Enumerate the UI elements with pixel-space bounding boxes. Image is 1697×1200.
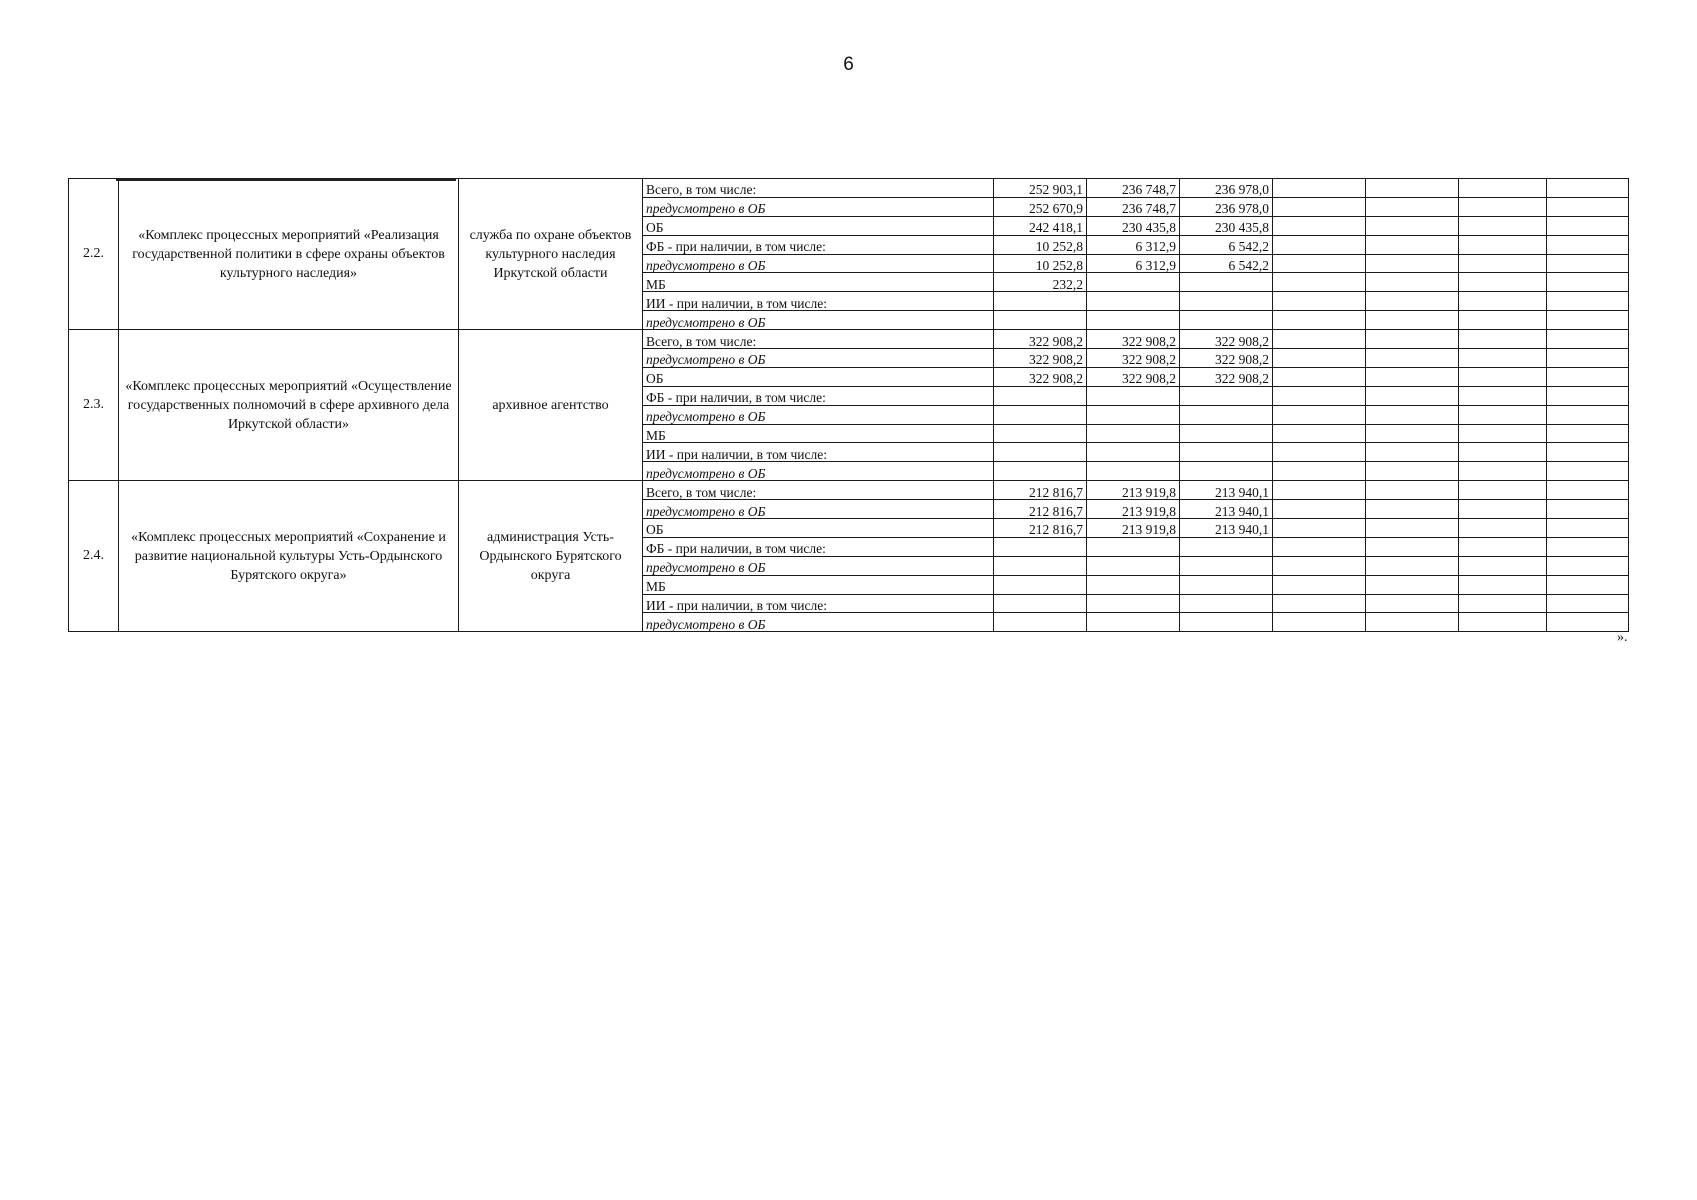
funding-source: Всего, в том числе: [643, 330, 994, 349]
amount-cell [1180, 273, 1273, 292]
amount-cell [1547, 443, 1629, 462]
amount-cell [1547, 197, 1629, 216]
amount-cell [1366, 556, 1459, 575]
table-row [69, 179, 1629, 198]
amount-cell [1547, 575, 1629, 594]
amount-cell [1459, 179, 1547, 198]
amount-cell [1087, 575, 1180, 594]
amount-cell [1273, 443, 1366, 462]
amount-cell: 213 919,8 [1087, 481, 1180, 500]
amount-cell [1459, 537, 1547, 556]
amount-cell: 212 816,7 [994, 519, 1087, 538]
amount-cell: 252 903,1 [994, 179, 1087, 198]
amount-cell [994, 424, 1087, 443]
funding-source: ИИ - при наличии, в том числе: [643, 292, 994, 311]
amount-cell [1087, 462, 1180, 481]
funding-source: ОБ [643, 367, 994, 386]
activity-name: «Комплекс процессных мероприятий «Сохранение и развитие национальной культуры Усть-Ордынского Бурятского округа» [119, 481, 459, 632]
amount-cell [1459, 556, 1547, 575]
funding-source: ИИ - при наличии, в том числе: [643, 594, 994, 613]
amount-cell [1459, 349, 1547, 368]
amount-cell [1459, 216, 1547, 235]
amount-cell [1366, 367, 1459, 386]
amount-cell [1459, 613, 1547, 632]
amount-cell [1180, 292, 1273, 311]
amount-cell [1459, 197, 1547, 216]
amount-cell [1547, 462, 1629, 481]
item-number: 2.2. [69, 179, 119, 330]
amount-cell [1087, 405, 1180, 424]
amount-cell [1547, 273, 1629, 292]
funding-source: ОБ [643, 519, 994, 538]
funding-source: предусмотрено в ОБ [643, 349, 994, 368]
amount-cell: 322 908,2 [994, 330, 1087, 349]
amount-cell: 232,2 [994, 273, 1087, 292]
amount-cell [994, 311, 1087, 330]
amount-cell [1459, 481, 1547, 500]
amount-cell [1180, 462, 1273, 481]
amount-cell [1459, 254, 1547, 273]
amount-cell: 230 435,8 [1087, 216, 1180, 235]
amount-cell [1180, 613, 1273, 632]
funding-source: ФБ - при наличии, в том числе: [643, 235, 994, 254]
amount-cell [1087, 424, 1180, 443]
activity-name: «Комплекс процессных мероприятий «Осуществление государственных полномочий в сфере архивного дела Иркутской области» [119, 330, 459, 481]
amount-cell: 213 919,8 [1087, 519, 1180, 538]
amount-cell [1366, 537, 1459, 556]
amount-cell [1366, 405, 1459, 424]
amount-cell [1087, 613, 1180, 632]
amount-cell [1547, 519, 1629, 538]
amount-cell [1366, 424, 1459, 443]
amount-cell: 213 940,1 [1180, 519, 1273, 538]
funding-source: МБ [643, 273, 994, 292]
budget-table [68, 178, 1629, 632]
amount-cell [1366, 292, 1459, 311]
amount-cell [1273, 349, 1366, 368]
amount-cell [1459, 235, 1547, 254]
amount-cell [1547, 254, 1629, 273]
amount-cell [1547, 537, 1629, 556]
funding-source: МБ [643, 424, 994, 443]
amount-cell [1273, 273, 1366, 292]
amount-cell [1273, 330, 1366, 349]
amount-cell [994, 462, 1087, 481]
amount-cell [1180, 556, 1273, 575]
amount-cell [1087, 386, 1180, 405]
funding-source: предусмотрено в ОБ [643, 462, 994, 481]
amount-cell [1459, 462, 1547, 481]
amount-cell [1273, 292, 1366, 311]
funding-source: предусмотрено в ОБ [643, 556, 994, 575]
amount-cell [1366, 197, 1459, 216]
amount-cell [1273, 386, 1366, 405]
amount-cell: 322 908,2 [994, 367, 1087, 386]
amount-cell: 322 908,2 [1180, 330, 1273, 349]
amount-cell [1273, 556, 1366, 575]
amount-cell [1547, 424, 1629, 443]
amount-cell [1087, 443, 1180, 462]
amount-cell [1273, 594, 1366, 613]
amount-cell [1366, 216, 1459, 235]
amount-cell [1459, 367, 1547, 386]
amount-cell [1366, 575, 1459, 594]
amount-cell [1459, 575, 1547, 594]
table-body [69, 179, 1629, 632]
amount-cell [1459, 273, 1547, 292]
amount-cell [1180, 594, 1273, 613]
amount-cell [1547, 292, 1629, 311]
amount-cell: 213 919,8 [1087, 500, 1180, 519]
amount-cell [1087, 311, 1180, 330]
amount-cell [1273, 613, 1366, 632]
amount-cell [994, 443, 1087, 462]
amount-cell: 6 542,2 [1180, 235, 1273, 254]
amount-cell [1180, 575, 1273, 594]
amount-cell: 252 670,9 [994, 197, 1087, 216]
funding-source: Всего, в том числе: [643, 179, 994, 198]
amount-cell: 242 418,1 [994, 216, 1087, 235]
funding-source: Всего, в том числе: [643, 481, 994, 500]
amount-cell [1180, 424, 1273, 443]
amount-cell [1273, 405, 1366, 424]
amount-cell: 322 908,2 [1087, 367, 1180, 386]
amount-cell [1547, 179, 1629, 198]
amount-cell: 10 252,8 [994, 235, 1087, 254]
page-number: 6 [843, 54, 854, 75]
amount-cell: 236 978,0 [1180, 179, 1273, 198]
amount-cell [1366, 613, 1459, 632]
amount-cell [1273, 519, 1366, 538]
amount-cell [1459, 594, 1547, 613]
activity-name: «Комплекс процессных мероприятий «Реализация государственной политики в сфере охраны объектов культурного наследия» [119, 179, 459, 330]
amount-cell [1273, 197, 1366, 216]
amount-cell [1459, 330, 1547, 349]
amount-cell [1273, 179, 1366, 198]
funding-source: предусмотрено в ОБ [643, 405, 994, 424]
amount-cell [1273, 575, 1366, 594]
amount-cell [994, 386, 1087, 405]
amount-cell [1273, 254, 1366, 273]
funding-source: предусмотрено в ОБ [643, 254, 994, 273]
item-number: 2.3. [69, 330, 119, 481]
amount-cell: 6 542,2 [1180, 254, 1273, 273]
funding-source: предусмотрено в ОБ [643, 613, 994, 632]
amount-cell [1459, 405, 1547, 424]
amount-cell: 236 748,7 [1087, 197, 1180, 216]
amount-cell: 322 908,2 [994, 349, 1087, 368]
amount-cell [1087, 292, 1180, 311]
amount-cell [1366, 481, 1459, 500]
amount-cell [1459, 443, 1547, 462]
funding-source: предусмотрено в ОБ [643, 197, 994, 216]
responsible-executor: администрация Усть-Ордынского Бурятского округа [459, 481, 643, 632]
amount-cell [1273, 367, 1366, 386]
amount-cell [1459, 386, 1547, 405]
amount-cell [1087, 273, 1180, 292]
amount-cell [994, 575, 1087, 594]
responsible-executor: архивное агентство [459, 330, 643, 481]
amount-cell [1087, 556, 1180, 575]
amount-cell [1366, 235, 1459, 254]
amount-cell [1547, 386, 1629, 405]
amount-cell [1273, 424, 1366, 443]
amount-cell: 10 252,8 [994, 254, 1087, 273]
amount-cell [1547, 367, 1629, 386]
amount-cell [1180, 386, 1273, 405]
amount-cell [1547, 481, 1629, 500]
amount-cell [1547, 235, 1629, 254]
amount-cell [1366, 443, 1459, 462]
amount-cell [1547, 311, 1629, 330]
amount-cell [1180, 405, 1273, 424]
amount-cell [1273, 500, 1366, 519]
amount-cell [1180, 311, 1273, 330]
amount-cell [994, 556, 1087, 575]
responsible-executor: служба по охране объектов культурного наследия Иркутской области [459, 179, 643, 330]
amount-cell [1366, 519, 1459, 538]
amount-cell [1366, 386, 1459, 405]
amount-cell [1366, 349, 1459, 368]
funding-source: ОБ [643, 216, 994, 235]
amount-cell [994, 594, 1087, 613]
amount-cell [1547, 330, 1629, 349]
amount-cell: 213 940,1 [1180, 481, 1273, 500]
amount-cell [1547, 405, 1629, 424]
amount-cell [1366, 330, 1459, 349]
closing-quote: ». [1617, 630, 1628, 645]
amount-cell [1547, 556, 1629, 575]
amount-cell [1459, 311, 1547, 330]
amount-cell [1366, 179, 1459, 198]
amount-cell: 236 978,0 [1180, 197, 1273, 216]
amount-cell [1273, 481, 1366, 500]
amount-cell: 322 908,2 [1180, 349, 1273, 368]
amount-cell: 230 435,8 [1180, 216, 1273, 235]
amount-cell [1366, 500, 1459, 519]
amount-cell [1087, 537, 1180, 556]
amount-cell [1366, 311, 1459, 330]
funding-source: ФБ - при наличии, в том числе: [643, 537, 994, 556]
amount-cell [1273, 462, 1366, 481]
amount-cell [1459, 292, 1547, 311]
amount-cell [1087, 594, 1180, 613]
amount-cell [1459, 424, 1547, 443]
amount-cell [1366, 462, 1459, 481]
amount-cell [1273, 537, 1366, 556]
amount-cell [1180, 443, 1273, 462]
amount-cell [1547, 349, 1629, 368]
table-row [69, 330, 1629, 349]
amount-cell [1547, 594, 1629, 613]
amount-cell [1459, 500, 1547, 519]
funding-source: МБ [643, 575, 994, 594]
amount-cell [1366, 594, 1459, 613]
amount-cell: 213 940,1 [1180, 500, 1273, 519]
table-row [69, 481, 1629, 500]
funding-source: ФБ - при наличии, в том числе: [643, 386, 994, 405]
amount-cell [1459, 519, 1547, 538]
amount-cell: 322 908,2 [1180, 367, 1273, 386]
amount-cell [994, 537, 1087, 556]
amount-cell [994, 292, 1087, 311]
item-number: 2.4. [69, 481, 119, 632]
amount-cell [1273, 235, 1366, 254]
amount-cell [1366, 254, 1459, 273]
amount-cell: 212 816,7 [994, 500, 1087, 519]
amount-cell: 236 748,7 [1087, 179, 1180, 198]
funding-source: предусмотрено в ОБ [643, 311, 994, 330]
amount-cell [1547, 500, 1629, 519]
amount-cell: 6 312,9 [1087, 254, 1180, 273]
amount-cell [1273, 311, 1366, 330]
amount-cell [1547, 216, 1629, 235]
amount-cell: 6 312,9 [1087, 235, 1180, 254]
amount-cell: 212 816,7 [994, 481, 1087, 500]
funding-source: ИИ - при наличии, в том числе: [643, 443, 994, 462]
amount-cell [1180, 537, 1273, 556]
amount-cell [994, 613, 1087, 632]
amount-cell [994, 405, 1087, 424]
amount-cell: 322 908,2 [1087, 330, 1180, 349]
amount-cell [1273, 216, 1366, 235]
amount-cell [1366, 273, 1459, 292]
funding-source: предусмотрено в ОБ [643, 500, 994, 519]
amount-cell: 322 908,2 [1087, 349, 1180, 368]
